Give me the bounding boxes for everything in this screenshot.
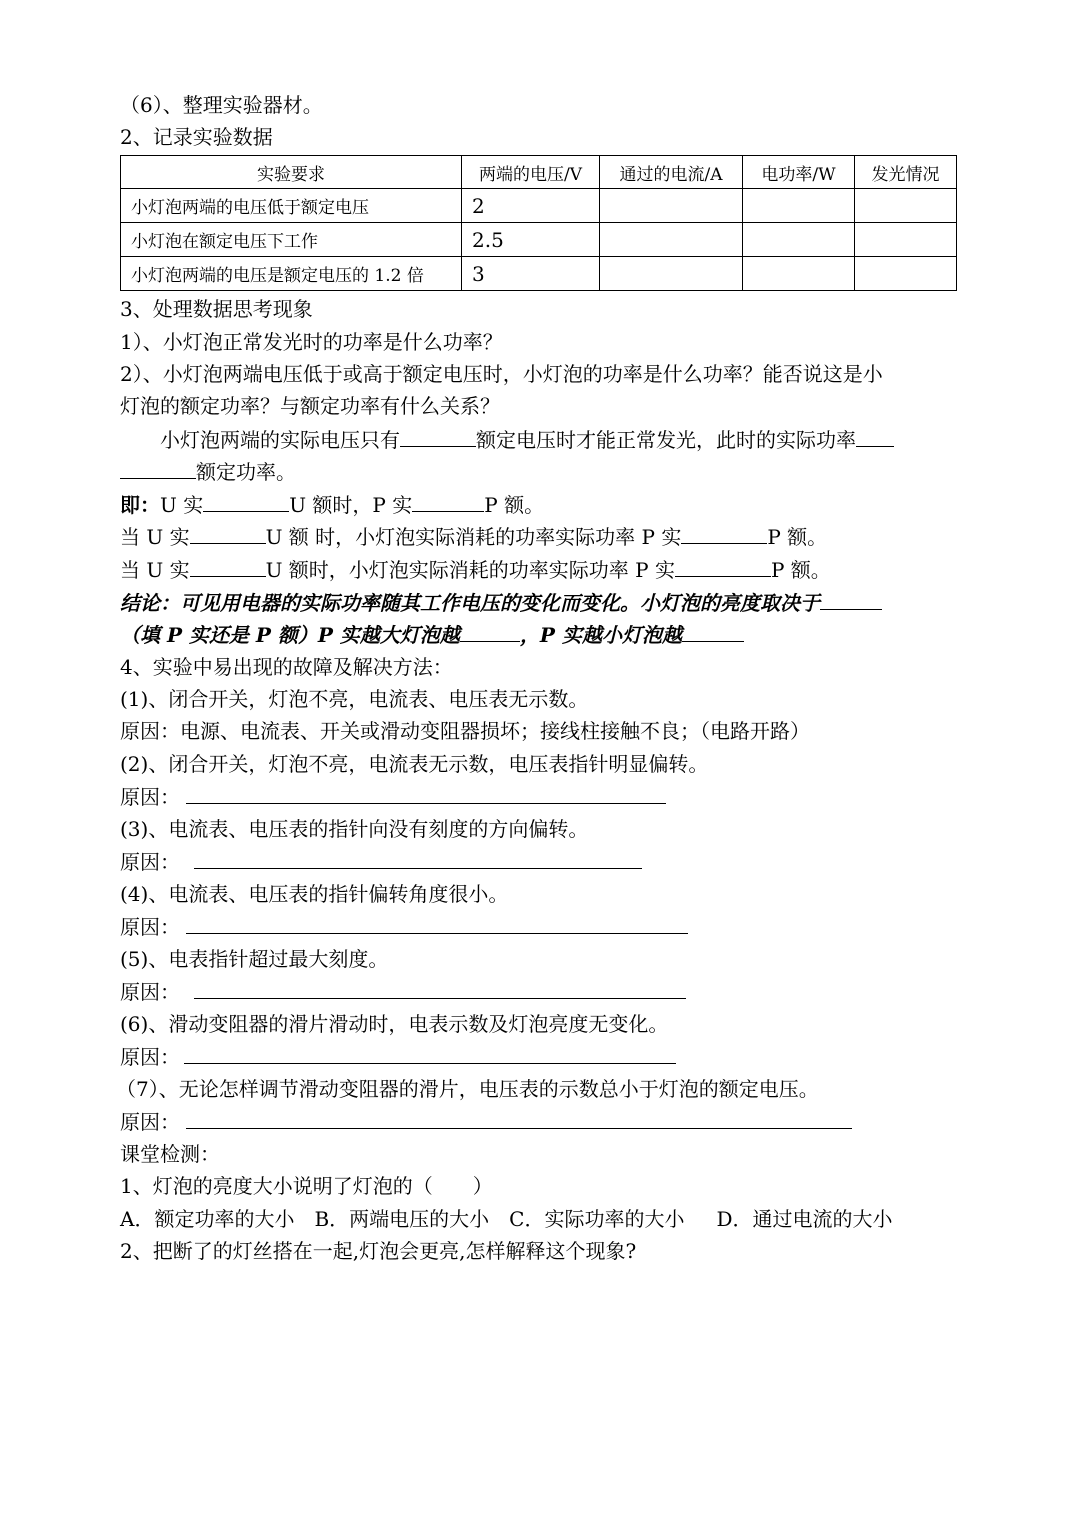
when-text: U 额时，小灯泡实际消耗的功率实际功率 P 实 <box>265 558 675 582</box>
when-line-1 <box>120 521 827 551</box>
ji-label: 即： <box>120 493 160 517</box>
fill-sentence-line1 <box>160 424 894 454</box>
power-cell <box>743 257 855 291</box>
table-header-cell: 两端的电压/V <box>462 156 600 189</box>
fill-blank[interactable] <box>820 587 882 610</box>
reason-label: 原因： <box>120 1110 180 1134</box>
table-row <box>121 189 957 223</box>
reason-blank[interactable] <box>186 1106 852 1129</box>
reason-blank[interactable] <box>184 1041 676 1064</box>
ji-text: U 额时，P 实 <box>289 493 413 517</box>
fill-blank[interactable] <box>682 619 744 642</box>
voltage-cell: 2.5 <box>462 223 600 257</box>
table-header-cell: 通过的电流/A <box>600 156 743 189</box>
ji-text: U 实 <box>160 493 204 517</box>
reason-blank[interactable] <box>194 976 686 999</box>
when-text: 当 U 实 <box>120 558 190 582</box>
fault-6-reason <box>120 1041 676 1071</box>
table-header-cell: 发光情况 <box>855 156 957 189</box>
ji-text: P 额。 <box>484 493 545 517</box>
fault-2-reason <box>120 781 666 811</box>
reason-blank[interactable] <box>186 781 666 804</box>
fault-6: (6)、滑动变阻器的滑片滑动时，电表示数及灯泡亮度无变化。 <box>120 1012 669 1036</box>
reason-blank[interactable] <box>194 846 642 869</box>
fill-text-b: 额定电压时才能正常发光，此时的实际功率 <box>476 428 856 452</box>
fill-blank[interactable] <box>856 424 894 447</box>
fill-blank[interactable] <box>190 521 266 544</box>
fill-blank[interactable] <box>681 521 767 544</box>
when-line-2 <box>120 554 831 584</box>
record-title: 2、记录实验数据 <box>120 125 273 149</box>
fill-blank[interactable] <box>190 554 266 577</box>
conclusion-line2 <box>120 619 744 649</box>
reason-label: 原因： <box>120 980 180 1004</box>
light-cell <box>855 189 957 223</box>
fault-2: (2)、闭合开关，灯泡不亮，电流表无示数，电压表指针明显偏转。 <box>120 752 709 776</box>
reason-label: 原因： <box>120 850 180 874</box>
option-d[interactable]: D．通过电流的大小 <box>716 1207 893 1231</box>
fill-text-a: 小灯泡两端的实际电压只有 <box>160 428 400 452</box>
table-header-cell: 实验要求 <box>121 156 462 189</box>
fill-text-c: 额定功率。 <box>196 460 296 484</box>
current-cell <box>600 223 743 257</box>
when-text: P 额。 <box>767 525 828 549</box>
fill-blank[interactable] <box>412 489 484 512</box>
conclusion-text: 结论：可见用电器的实际功率随其工作电压的变化而变化。小灯泡的亮度取决于 <box>120 591 820 615</box>
faults-title: 4、实验中易出现的故障及解决方法： <box>120 655 453 679</box>
fault-3: (3)、电流表、电压表的指针向没有刻度的方向偏转。 <box>120 817 589 841</box>
fault-7: （7）、无论怎样调节滑动变阻器的滑片，电压表的示数总小于灯泡的额定电压。 <box>116 1077 819 1101</box>
fill-blank[interactable] <box>460 619 520 642</box>
reason-label: 原因： <box>120 785 180 809</box>
fault-1-reason: 原因：电源、电流表、开关或滑动变阻器损坏；接线柱接触不良；（电路开路） <box>120 719 810 743</box>
conclusion-text: （填 P 实还是 P 额）P 实越大灯泡越 <box>120 623 460 647</box>
voltage-cell: 2 <box>462 189 600 223</box>
analysis-q1: 1）、小灯泡正常发光时的功率是什么功率？ <box>120 330 503 354</box>
analysis-q2-line2: 灯泡的额定功率？与额定功率有什么关系？ <box>120 394 500 418</box>
reason-label: 原因： <box>120 1045 180 1069</box>
fault-5-reason <box>120 976 686 1006</box>
analysis-title: 3、处理数据思考现象 <box>120 297 313 321</box>
quiz-q1: 1、灯泡的亮度大小说明了灯泡的（ ） <box>120 1174 493 1198</box>
fault-3-reason <box>120 846 642 876</box>
option-c[interactable]: C．实际功率的大小 <box>509 1207 685 1231</box>
voltage-cell: 3 <box>462 257 600 291</box>
option-a[interactable]: A．额定功率的大小 <box>120 1207 295 1231</box>
step-6: （6）、整理实验器材。 <box>120 93 323 117</box>
table-header-cell: 电功率/W <box>743 156 855 189</box>
fault-7-reason <box>120 1106 852 1136</box>
light-cell <box>855 223 957 257</box>
analysis-q2-line1: 2）、小灯泡两端电压低于或高于额定电压时，小灯泡的功率是什么功率？能否说这是小 <box>120 362 883 386</box>
table-row <box>121 257 957 291</box>
table-header-row <box>121 156 957 189</box>
conclusion-line1 <box>120 587 882 617</box>
fill-sentence-line2 <box>120 456 296 486</box>
current-cell <box>600 189 743 223</box>
reason-blank[interactable] <box>186 911 688 934</box>
data-table <box>120 155 957 291</box>
conclusion-text: ，P 实越小灯泡越 <box>519 623 682 647</box>
reason-label: 原因： <box>120 915 180 939</box>
fault-5: (5)、电表指针超过最大刻度。 <box>120 947 389 971</box>
fill-blank[interactable] <box>120 456 196 479</box>
when-text: U 额 时，小灯泡实际消耗的功率实际功率 P 实 <box>265 525 682 549</box>
table-row <box>121 223 957 257</box>
fill-blank[interactable] <box>203 489 289 512</box>
requirement-cell: 小灯泡两端的电压是额定电压的 1.2 倍 <box>121 257 462 291</box>
when-text: 当 U 实 <box>120 525 190 549</box>
requirement-cell: 小灯泡两端的电压低于额定电压 <box>121 189 462 223</box>
power-cell <box>743 223 855 257</box>
power-cell <box>743 189 855 223</box>
fill-blank[interactable] <box>400 424 476 447</box>
fault-4-reason <box>120 911 688 941</box>
quiz-q2: 2、把断了的灯丝搭在一起,灯泡会更亮,怎样解释这个现象? <box>120 1239 637 1263</box>
fault-4: (4)、电流表、电压表的指针偏转角度很小。 <box>120 882 509 906</box>
when-text: P 额。 <box>770 558 831 582</box>
requirement-cell: 小灯泡在额定电压下工作 <box>121 223 462 257</box>
quiz-q1-options <box>120 1204 893 1234</box>
option-b[interactable]: B．两端电压的大小 <box>314 1207 490 1231</box>
light-cell <box>855 257 957 291</box>
fill-blank[interactable] <box>675 554 771 577</box>
ji-line <box>120 489 544 519</box>
quiz-title: 课堂检测： <box>120 1142 220 1166</box>
fault-1: (1)、闭合开关，灯泡不亮，电流表、电压表无示数。 <box>120 687 589 711</box>
current-cell <box>600 257 743 291</box>
